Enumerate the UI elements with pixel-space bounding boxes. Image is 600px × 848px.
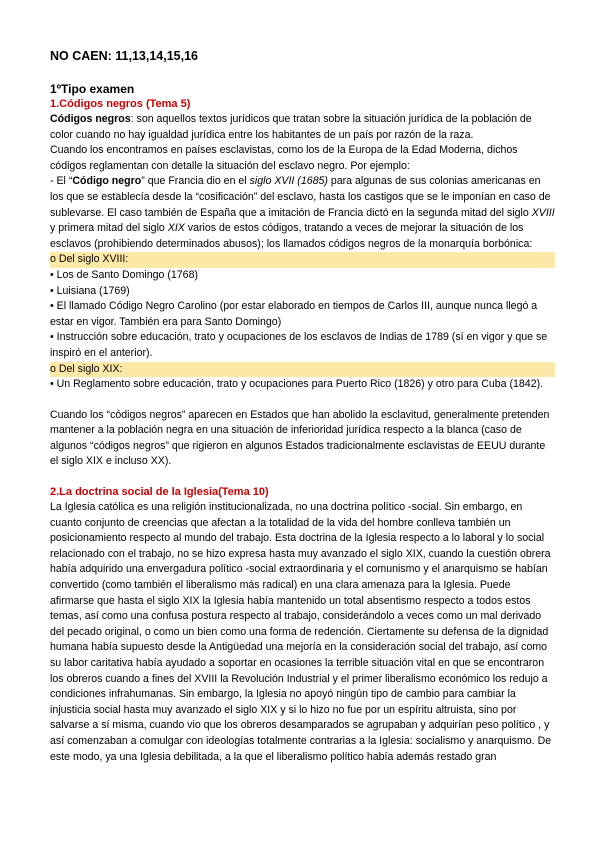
section2-title: 2.La doctrina social de la Iglesia(Tema 10) [50, 486, 269, 499]
example-paragraph [50, 174, 555, 252]
definition-term: Códigos negros [50, 113, 131, 125]
example-century-18: XVIII [531, 206, 555, 219]
list-item: • Un Reglamento sobre educación, trato y ocupaciones para Puerto Rico (1826) y otro para Cuba (1842). [50, 378, 544, 391]
example-text-1: ” que Francia dio en el [141, 175, 250, 188]
subsection-xviii-title: o Del siglo XVIII: [50, 252, 555, 268]
closing-paragraph: Cuando los “códigos negros” aparecen en Estados que han abolido la esclavitud, generalmente pretenden mantener a la población negra en una situación de inferioridad jurídica respecto a la blanca (caso de algunos “códigos negros” que rigieron en algunos Estados tradicionalmente esclavistas de EEUU durante el siglo XIX e incluso XX). [50, 408, 550, 468]
section2-body: La Iglesia católica es una religión institucionalizada, no una doctrina político -social. Sin embargo, en cuanto conjunto de creencias que afectan a la totalidad de la vida del hombre conlleva también un posicionamiento respecto al mundo del trabajo. Esta doctrina de la Iglesia respecto a lo laboral y lo social relacionado con el trabajo, no se hizo expresa hasta muy avanzado el siglo XIX, cuando la cuestión obrera había adquirido una envergadura político -social extraordinaria y el comunismo y el anarquismo se habían convertido (como también el liberalismo más radical) en una clara amenaza para la Iglesia. Puede afirmarse que hasta el siglo XIX la Iglesia había mantenido un total absentismo respecto a todos estos temas, así como una confusa postura respecto al trabajo, considerándolo a veces como un mal derivado del pecado original, o como un bien como una forma de redención. Ciertamente su defensa de la dignidad humana había supuesto desde la Antigüedad una mejoría en la consideración social del trabajo, así como su labor caritativa había ayudado a soportar en ocasiones la terrible situación vital en que se encontraron los obreros cuando a fines del XVIII la Revolución Industrial y el primer liberalismo económico los redujo a condiciones infrahumanas. Sin embargo, la Iglesia no apoyó ningún tipo de cambio para cambiar la injusticia social hasta muy avanzado el siglo XIX y si lo hizo no fue por un espíritu altruista, sino por salvarse a sí misma, cuando vio que los obreros desamparados se agrupaban y adquirían peso político , y así comenzaban a comulgar con ideologías totalmente contrarias a la Iglesia: socialismo y anarquismo. De este modo, ya una Iglesia debilitada, a la que el liberalismo político había además restado gran [50, 501, 552, 763]
example-text-2: para algunas de sus colonias americanas en los que se establecía desde la “cosificación” del esclavo, hasta los castigos que se le imponían en caso de sublevarse. El caso también de España que a imitación de Francia dictó en la segunda mitad del siglo [50, 175, 551, 219]
exam-type-heading: 1ºTipo examen [50, 82, 135, 96]
section1-title: 1.Códigos negros (Tema 5) [50, 98, 191, 110]
definition-paragraph [50, 112, 555, 143]
example-term: Código negro [72, 175, 142, 188]
list-item: • El llamado Código Negro Carolino (por estar elaborado en tiempos de Carlos III, aunque nunca llegó a estar en vigor. También era para Santo Domingo) [50, 300, 538, 328]
list-item: • Instrucción sobre educación, trato y ocupaciones de los esclavos de Indias de 1789 (sí en vigor y que se inspiró en el anterior). [50, 331, 548, 359]
example-text-4: varios de estos códigos, tratando a veces de mejorar la situación de los esclavos (prohibiendo determinados abusos); los llamados códigos negros de la monarquía borbónica: [50, 222, 533, 250]
example-century-19: XIX [167, 222, 185, 235]
list-item: • Los de Santo Domingo (1768) [50, 268, 198, 281]
example-century-17: siglo XVII (1685) [249, 175, 328, 188]
example-text-3: y primera mitad del siglo [50, 222, 168, 235]
intro-paragraph: Cuando los encontramos en países esclavistas, como los de la Europa de la Edad Moderna, dichos códigos reglamentan con detalle la situación del esclavo negro. Por ejemplo: [50, 144, 518, 172]
example-prefix: - El “ [50, 175, 73, 188]
document-page [50, 48, 555, 765]
subsection-xix-title: o Del siglo XIX: [50, 362, 555, 378]
list-item: • Luisiana (1769) [50, 284, 130, 297]
no-caen-heading: NO CAEN: 11,13,14,15,16 [50, 49, 198, 63]
definition-text: : son aquellos textos jurídicos que tratan sobre la situación jurídica de la población de color cuando no hay igualdad jurídica entre los habitantes de un país por razón de la raza. [50, 113, 532, 141]
